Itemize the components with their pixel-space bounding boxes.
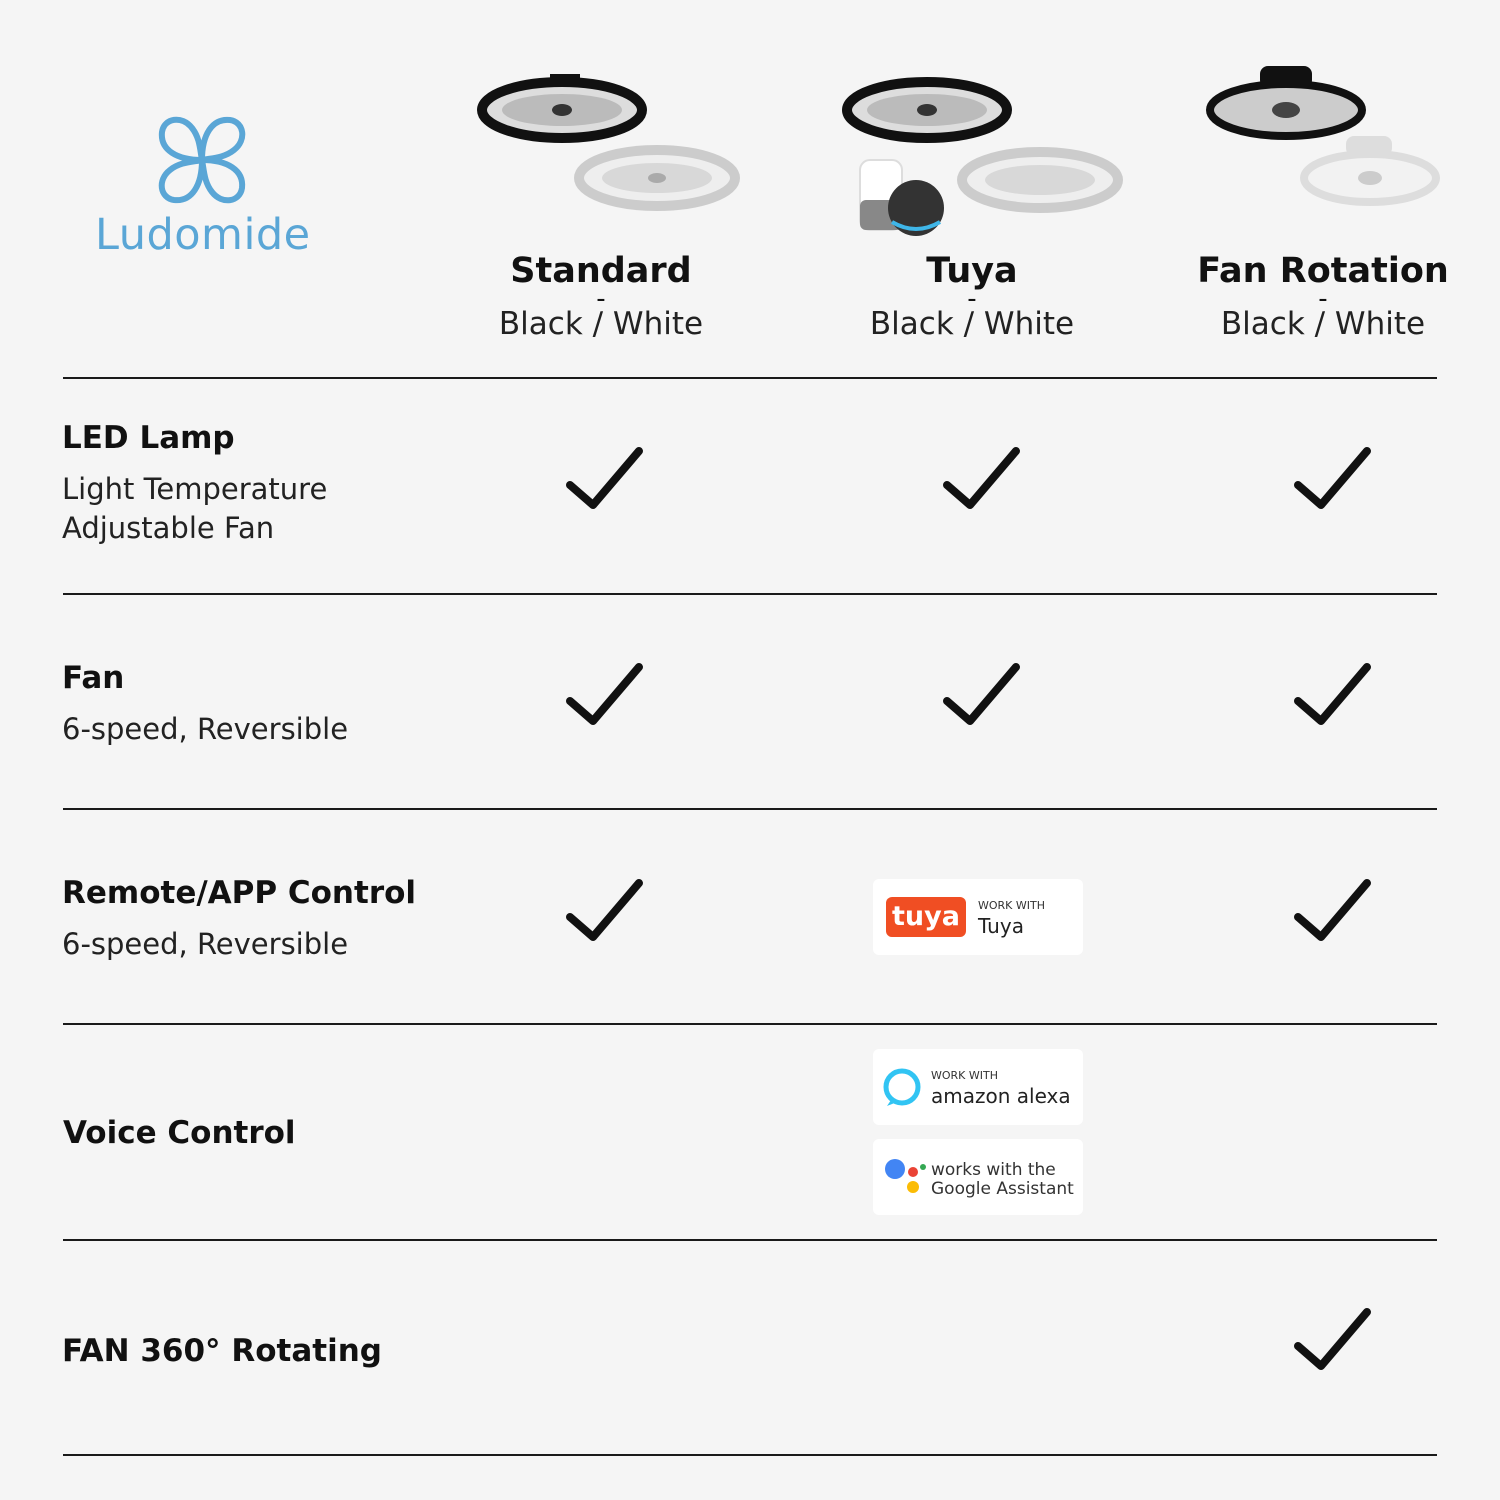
column-subtitle-tuya: Black / White [869, 306, 1075, 342]
column-subtitle-standard: Black / White [498, 306, 704, 342]
alexa-badge-name: amazon alexa [931, 1084, 1071, 1108]
tuya-badge-caption: WORK WITH [978, 899, 1045, 912]
divider [63, 593, 1437, 595]
column-subtitle-fan-rotation: Black / White [1220, 306, 1426, 342]
standard-fan-image [470, 60, 750, 230]
divider [63, 1023, 1437, 1025]
check-icon [565, 445, 645, 515]
column-title-tuya: Tuya [926, 251, 1018, 291]
brand-name: Ludomide [95, 210, 311, 260]
row-subtitle-led-lamp-2: Adjustable Fan [62, 511, 275, 545]
column-dash-fan-rotation: - [1318, 284, 1328, 314]
row-subtitle-fan: 6-speed, Reversible [62, 712, 349, 746]
google-assistant-line2: Google Assistant [931, 1179, 1074, 1199]
row-title-remote-app-control: Remote/APP Control [62, 875, 417, 911]
alexa-badge-caption: WORK WITH [931, 1069, 998, 1082]
rotation-fan-image [1200, 60, 1450, 220]
divider [63, 1239, 1437, 1241]
tuya-badge [873, 879, 1083, 955]
check-icon [1293, 661, 1373, 731]
google-assistant-badge [873, 1139, 1083, 1215]
check-icon [1293, 445, 1373, 515]
row-subtitle-remote-app-control: 6-speed, Reversible [62, 927, 349, 961]
google-assistant-icon [883, 1157, 927, 1197]
check-icon [1293, 1306, 1373, 1376]
column-dash-standard: - [596, 284, 606, 314]
column-dash-tuya: - [967, 284, 977, 314]
row-subtitle-led-lamp-1: Light Temperature [62, 472, 328, 506]
column-title-standard: Standard [510, 251, 692, 291]
row-title-voice-control: Voice Control [63, 1115, 296, 1151]
divider [63, 377, 1437, 379]
column-title-fan-rotation: Fan Rotation [1197, 251, 1449, 291]
check-icon [942, 445, 1022, 515]
alexa-badge [873, 1049, 1083, 1125]
google-assistant-line1: works with the [931, 1160, 1056, 1180]
tuya-badge-name: Tuya [978, 914, 1024, 938]
alexa-ring-icon [881, 1066, 923, 1108]
tuya-fan-image [840, 60, 1130, 240]
check-icon [942, 661, 1022, 731]
row-title-fan-360-rotating: FAN 360° Rotating [62, 1333, 382, 1369]
check-icon [565, 877, 645, 947]
check-icon [565, 661, 645, 731]
row-title-led-lamp: LED Lamp [62, 420, 235, 456]
row-title-fan: Fan [62, 660, 125, 696]
check-icon [1293, 877, 1373, 947]
fan-logo-icon [152, 110, 252, 210]
tuya-logo: tuya [886, 897, 966, 937]
divider [63, 808, 1437, 810]
divider [63, 1454, 1437, 1456]
